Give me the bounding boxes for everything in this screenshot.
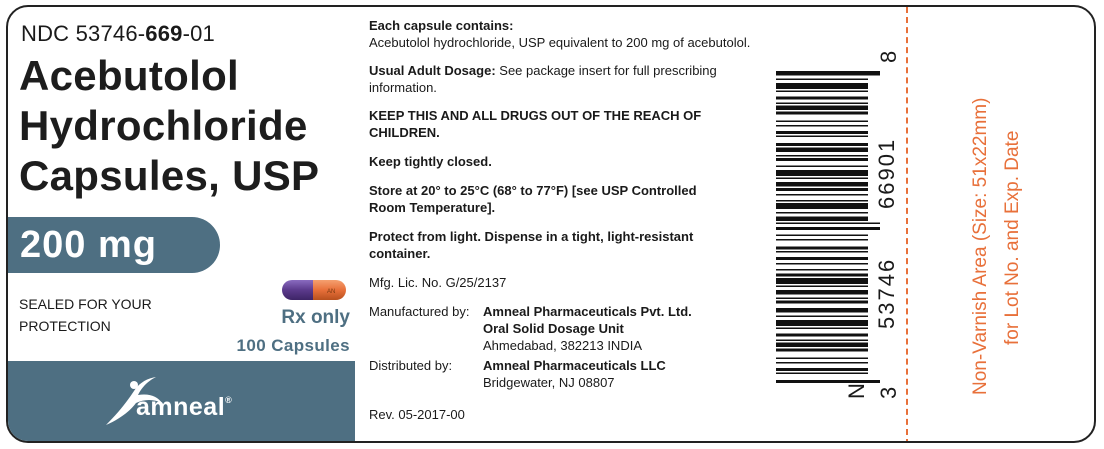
barcode-bar [776,83,868,89]
distributor-address: Bridgewater, NJ 08807 [483,375,615,390]
barcode-bar [776,103,868,105]
barcode-bar [776,343,868,348]
barcode-bar [776,235,868,237]
barcode-bar [776,373,868,375]
ndc-suffix: -01 [182,21,215,46]
barcode-right-digits: 66901 [874,137,899,209]
sealed-line1: SEALED FOR YOUR [19,296,152,312]
manufactured-by-label: Manufactured by: [369,304,470,319]
revision-number: Rev. 05-2017-00 [369,407,465,422]
barcode-bar [776,217,868,222]
barcode-bar [776,290,868,295]
drug-title-line2: Hydrochloride [19,102,308,149]
barcode-bar [776,269,868,271]
drug-label [6,5,1096,443]
dosage-heading: Usual Adult Dosage: [369,63,496,78]
non-varnish-divider [906,7,908,443]
barcode-bar [776,91,868,93]
capsule-icon [281,279,347,301]
barcode-bar [776,239,868,241]
barcode-bar [776,368,868,371]
barcode-bar [776,148,868,153]
barcode-bar [776,247,868,250]
barcode-bar [776,286,868,288]
barcode-bar [776,362,868,364]
barcode-bar [776,166,868,168]
barcode-bar [776,328,868,330]
barcode-orientation-mark: N [844,381,869,399]
manufacturer-name: Amneal Pharmaceuticals Pvt. Ltd. [483,304,692,319]
ndc-number [21,21,215,47]
sealed-notice [19,293,152,337]
ndc-prefix: NDC 53746- [21,21,146,46]
rx-only: Rx only [281,307,350,328]
barcode-bar [776,298,868,300]
barcode-bar [776,349,868,352]
barcode-bar [776,155,868,157]
barcode-bar [776,143,868,146]
dosage-text: See package insert for full prescribing [495,63,717,78]
sealed-line2: PROTECTION [19,318,111,334]
barcode-bar [776,278,868,284]
keep-out-of-reach-cont: CHILDREN. [369,125,440,140]
barcode-bar [776,203,868,209]
manufacturer-unit: Oral Solid Dosage Unit [483,321,624,336]
storage-instructions-cont: Room Temperature]. [369,200,496,215]
barcode-bar [776,106,868,111]
barcode-bar [776,316,868,318]
barcode-bar [776,308,868,313]
ndc-product-code: 669 [145,21,183,46]
drug-title-line3: Capsules, USP [19,152,320,199]
barcode-bar [776,178,868,180]
barcode-bar [776,257,868,260]
barcode-bar [776,158,868,161]
barcode-bar [776,136,868,138]
barcode-bar [776,340,868,342]
barcode-check-digit: 8 [876,48,901,63]
barcode-left-digits: 53746 [874,257,899,329]
barcode-bar [776,194,868,196]
barcode-bar [776,263,868,265]
barcode-number-system: 3 [876,384,901,399]
barcode-bar [776,223,880,225]
distributed-by-label: Distributed by: [369,358,453,373]
barcode-bar [776,97,868,100]
barcode-bar [776,227,880,230]
non-varnish-area-line2: for Lot No. and Exp. Date [1002,130,1023,345]
barcode-bar [776,188,868,191]
keep-tightly-closed: Keep tightly closed. [369,154,492,169]
upc-barcode [770,71,880,383]
logo-name: amneal [136,393,226,421]
manufacturer-address: Ahmedabad, 382213 INDIA [483,338,642,353]
each-capsule-text: Acebutolol hydrochloride, USP equivalent to 200 mg of acebutolol. [369,35,751,50]
strength-banner [6,217,220,273]
protect-from-light: Protect from light. Dispense in a tight, light-resistant [369,229,694,244]
barcode-bar [776,79,868,81]
barcode-bar [776,131,868,134]
keep-out-of-reach: KEEP THIS AND ALL DRUGS OUT OF THE REACH OF [369,108,702,123]
barcode-bar [776,301,868,304]
distributor-name: Amneal Pharmaceuticals LLC [483,358,666,373]
barcode-bar [776,200,868,202]
mfg-license: Mfg. Lic. No. G/25/2137 [369,275,507,290]
storage-instructions: Store at 20° to 25°C (68° to 77°F) [see USP Controlled [369,183,697,198]
each-capsule-heading: Each capsule contains: [369,18,514,33]
barcode-bar [776,212,868,214]
barcode-bar [776,251,868,253]
drug-title [19,51,359,201]
barcode-bar [776,121,868,123]
dosage-text-cont: information. [369,80,437,95]
barcode-bar [776,71,880,76]
barcode-bar [776,274,868,277]
amneal-logo-text [136,393,232,422]
barcode-bar [776,125,868,127]
logo-registered: ® [225,395,233,405]
barcode-bar [776,112,868,115]
barcode-bar [776,170,868,176]
barcode-bar [776,182,868,187]
barcode-bar [776,320,868,326]
barcode-bar [776,334,868,337]
barcode-bar [776,358,868,360]
svg-text:AN: AN [327,289,336,295]
protect-from-light-cont: container. [369,246,431,261]
non-varnish-area-line1: Non-Varnish Area (Size: 51x22mm) [970,97,991,395]
strength-value: 200 mg [20,224,157,266]
drug-title-line1: Acebutolol [19,52,239,99]
capsule-count: 100 Capsules [236,336,350,355]
